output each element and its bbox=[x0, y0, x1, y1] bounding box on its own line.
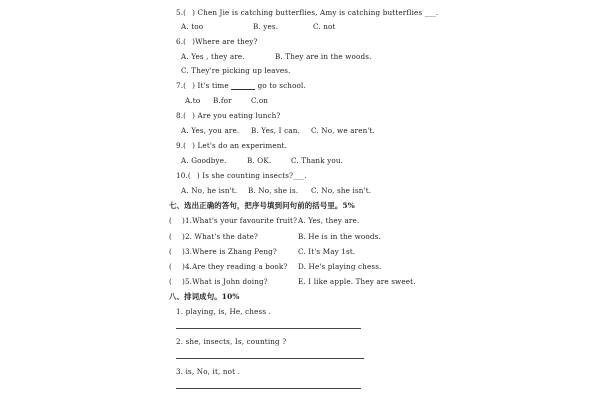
matching-question: )4.Are they reading a book? bbox=[182, 262, 288, 271]
answer-line[interactable] bbox=[176, 358, 364, 359]
matching-answer: E. I like apple. They are sweet. bbox=[298, 277, 416, 286]
option-b: B. OK. bbox=[247, 156, 272, 165]
option-c: C.on bbox=[251, 96, 269, 105]
word-order-item: 2. she, insects, Is, counting ? bbox=[176, 337, 287, 346]
question-number: 6.( bbox=[176, 37, 187, 46]
question-10 bbox=[176, 171, 307, 180]
option-b: B. Yes, I can. bbox=[251, 126, 300, 135]
matching-answer: A. Yes, they are. bbox=[298, 216, 360, 225]
question-text: )Where are they? bbox=[192, 37, 258, 46]
option-a: A.to bbox=[185, 96, 201, 105]
question-text-before: ) It's time bbox=[192, 81, 229, 90]
option-a: A. Yes , they are. bbox=[181, 52, 245, 61]
option-b: B. No, she is. bbox=[248, 186, 299, 195]
answer-line[interactable] bbox=[176, 388, 361, 389]
matching-question: )5.What is John doing? bbox=[182, 277, 268, 286]
question-6 bbox=[176, 37, 258, 46]
answer-blank[interactable] bbox=[231, 82, 255, 90]
question-number: 9.( bbox=[176, 141, 187, 150]
section-8-heading: 八、排词成句。10% bbox=[169, 292, 240, 301]
question-number: 8.( bbox=[176, 111, 187, 120]
option-b: B. They are in the woods. bbox=[275, 52, 372, 61]
question-text: ) Chen Jie is catching butterflies, Amy is catching butterflies ___. bbox=[192, 8, 439, 17]
option-a: A. Goodbye. bbox=[181, 156, 227, 165]
matching-answer: B. He is in the woods. bbox=[298, 232, 381, 241]
matching-answer: D. He's playing chess. bbox=[298, 262, 382, 271]
answer-paren[interactable]: ( bbox=[169, 277, 172, 286]
option-a: A. Yes, you are. bbox=[181, 126, 240, 135]
question-text: ) Let's do an experiment. bbox=[192, 141, 288, 150]
option-c: C. No, we aren't. bbox=[311, 126, 375, 135]
section-7-heading: 七、选出正确的答句，把序号填到问句前的括号里。5% bbox=[169, 201, 355, 210]
option-c: C. Thank you. bbox=[291, 156, 344, 165]
question-5 bbox=[176, 8, 438, 17]
question-number: 7.( bbox=[176, 81, 187, 90]
question-number: 5.( bbox=[176, 8, 187, 17]
matching-question: )1.What's your favourite fruit? bbox=[182, 216, 298, 225]
matching-question: )2. What's the date? bbox=[182, 232, 259, 241]
option-a: A. No, he isn't. bbox=[181, 186, 238, 195]
answer-paren[interactable]: ( bbox=[169, 232, 172, 241]
question-8 bbox=[176, 111, 280, 120]
question-text: ) Is she counting insects?___. bbox=[196, 171, 307, 180]
question-9 bbox=[176, 141, 287, 150]
answer-line[interactable] bbox=[176, 328, 361, 329]
option-b: B. yes. bbox=[253, 22, 279, 31]
answer-paren[interactable]: ( bbox=[169, 262, 172, 271]
answer-paren[interactable]: ( bbox=[169, 247, 172, 256]
matching-question: )3.Where is Zhang Peng? bbox=[182, 247, 277, 256]
option-a: A. too bbox=[181, 22, 204, 31]
option-c: C. No, she isn't. bbox=[311, 186, 372, 195]
answer-paren[interactable]: ( bbox=[169, 216, 172, 225]
question-7 bbox=[176, 81, 306, 90]
question-text-after: go to school. bbox=[257, 81, 306, 90]
option-c: C. not bbox=[313, 22, 336, 31]
question-number: 10.( bbox=[176, 171, 191, 180]
question-text: ) Are you eating lunch? bbox=[192, 111, 281, 120]
option-b: B.for bbox=[213, 96, 232, 105]
word-order-item: 3. is, No, it, not . bbox=[176, 367, 241, 376]
word-order-item: 1. playing, is, He, chess . bbox=[176, 307, 272, 316]
option-c: C. They're picking up leaves. bbox=[181, 66, 291, 75]
matching-answer: C. It's May 1st. bbox=[298, 247, 356, 256]
